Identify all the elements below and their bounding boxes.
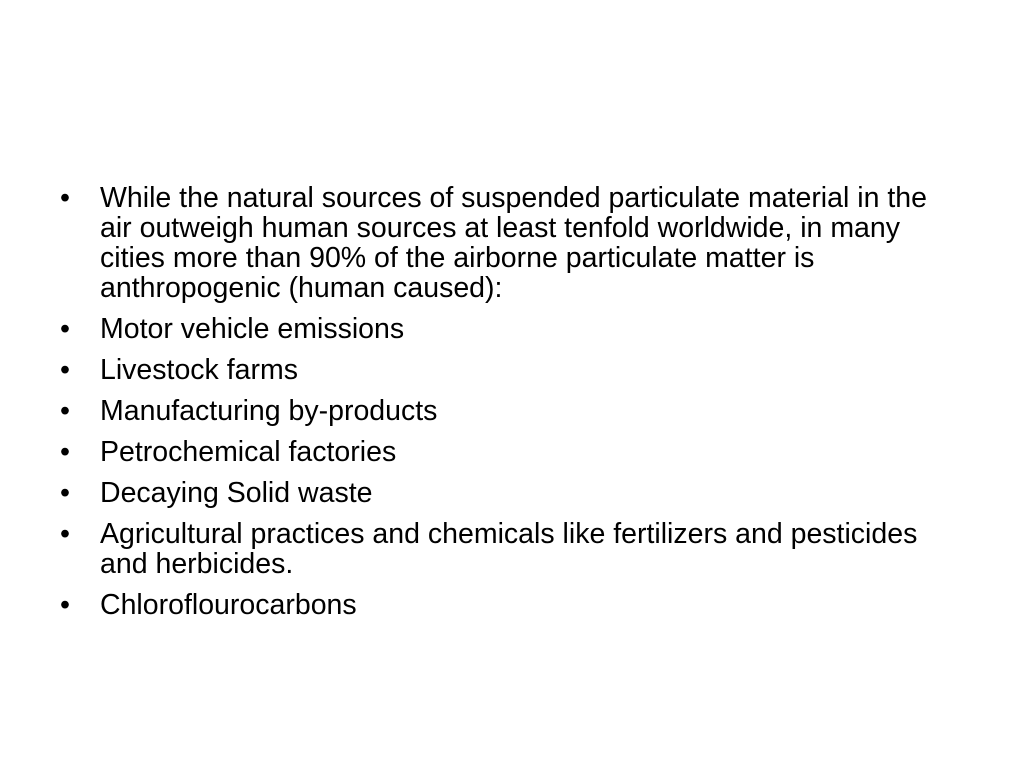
bullet-marker: •: [60, 182, 70, 214]
bullet-marker: •: [60, 313, 70, 345]
bullet-marker: •: [60, 354, 70, 386]
bullet-text: Livestock farms: [100, 354, 298, 386]
bullet-text: Motor vehicle emissions: [100, 313, 405, 345]
bullet-item-cfc: [56, 590, 956, 620]
bullet-item-motor-vehicle: [56, 314, 956, 344]
bullet-text: Petrochemical factories: [100, 436, 397, 468]
bullet-item-natural-sources: [56, 183, 956, 303]
bullet-text: Agricultural practices and chemicals like fertilizers and pesticides and herbicides.: [100, 518, 918, 580]
bullet-text: Manufacturing by-products: [100, 395, 438, 427]
bullet-marker: •: [60, 477, 70, 509]
bullet-marker: •: [60, 518, 70, 550]
bullet-item-livestock: [56, 355, 956, 385]
bullet-list: [56, 183, 956, 631]
bullet-item-petrochemical: [56, 437, 956, 467]
bullet-marker: •: [60, 589, 70, 621]
bullet-text: While the natural sources of suspended particulate material in the air outweigh human sources at least tenfold worldwide, in many cities more than 90% of the airborne particulate matter is anthropogenic (human caused):: [100, 182, 927, 304]
bullet-text: Decaying Solid waste: [100, 477, 373, 509]
bullet-item-agricultural: [56, 519, 956, 579]
bullet-text: Chloroflourocarbons: [100, 589, 357, 621]
bullet-marker: •: [60, 436, 70, 468]
bullet-item-solid-waste: [56, 478, 956, 508]
bullet-marker: •: [60, 395, 70, 427]
bullet-item-manufacturing: [56, 396, 956, 426]
